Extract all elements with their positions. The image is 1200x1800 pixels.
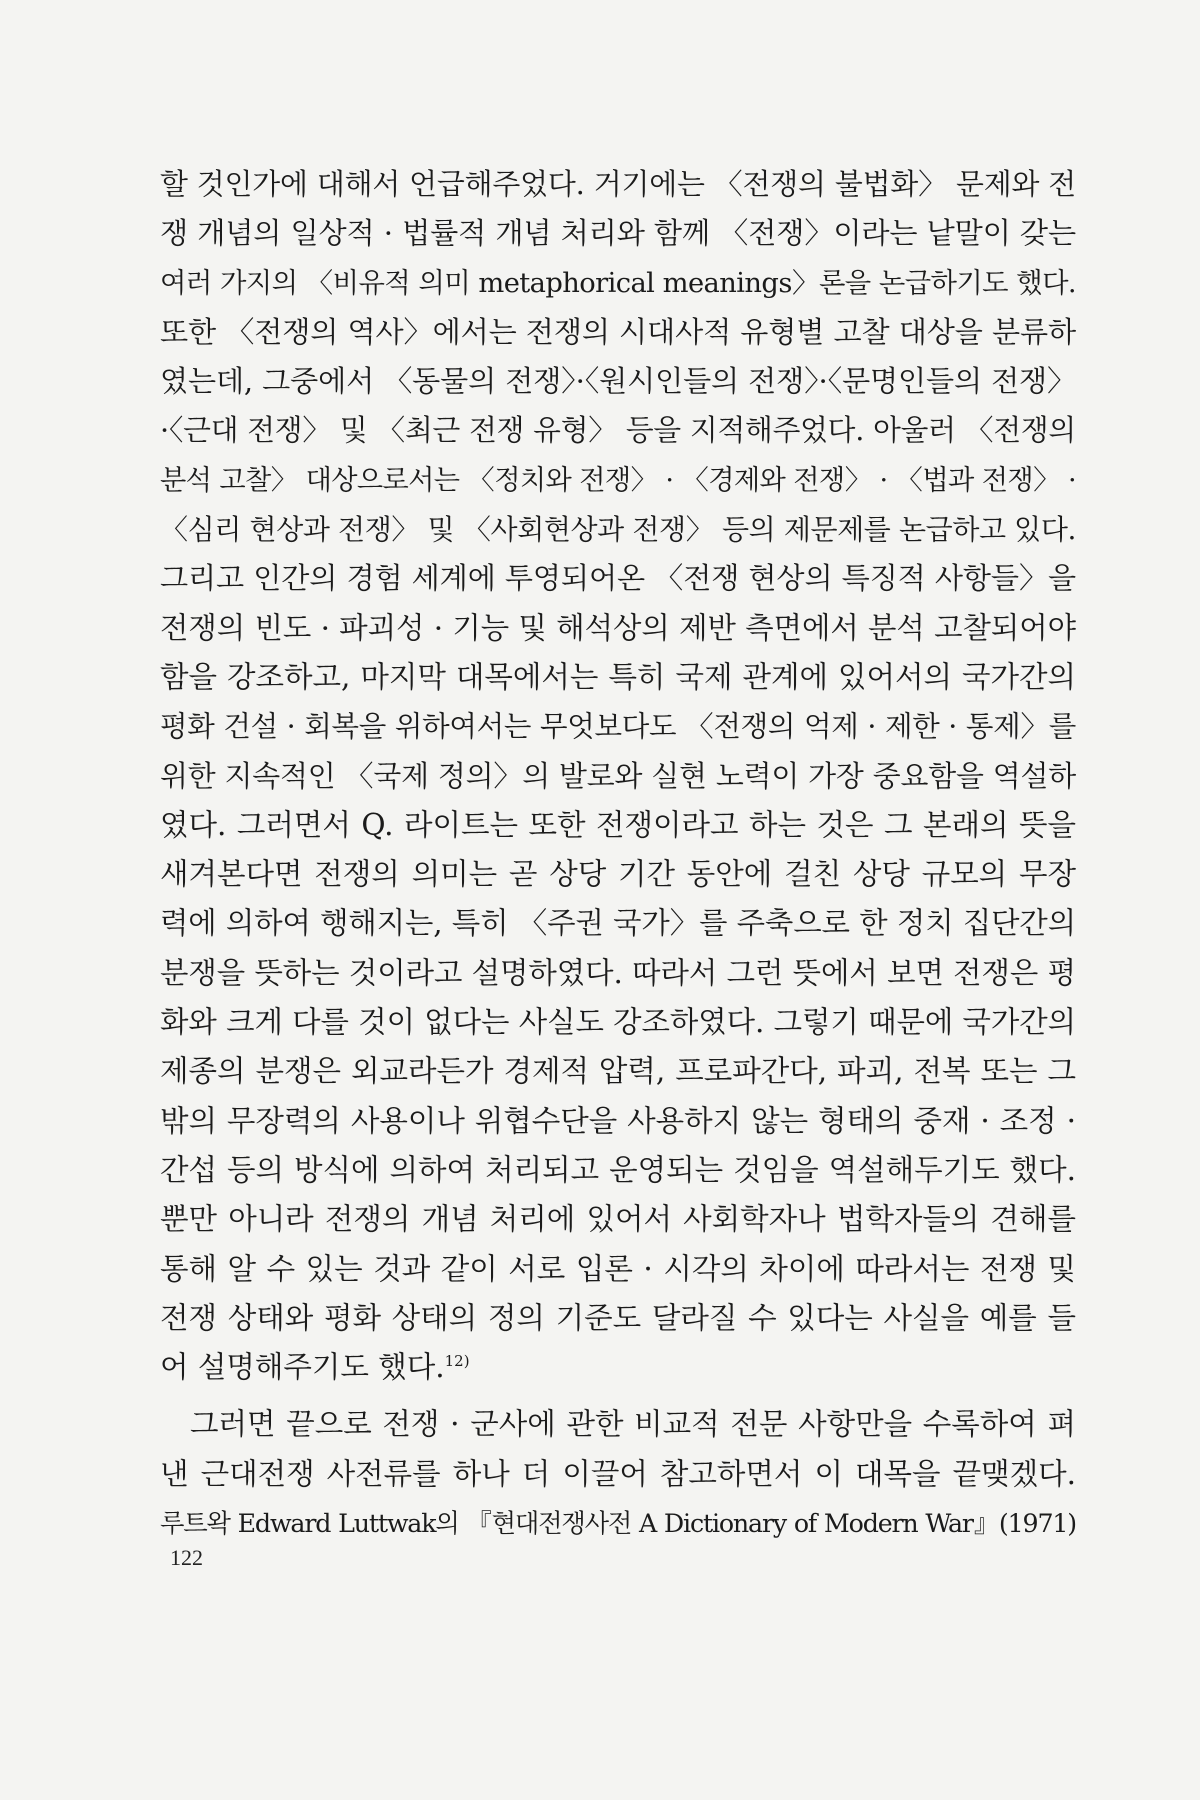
- text-line: 였는데, 그중에서 〈동물의 전쟁〉·〈원시인들의 전쟁〉·〈문명인들의 전쟁〉: [160, 364, 1076, 399]
- text-line: 밖의 무장력의 사용이나 위협수단을 사용하지 않는 형태의 중재 · 조정 ·: [160, 1103, 1076, 1138]
- text-line: 여러 가지의 〈비유적 의미 metaphorical meanings〉론을 논급하기도 했다.: [160, 267, 1076, 299]
- page-number: 122: [170, 1545, 203, 1570]
- text-line: 낸 근대전쟁 사전류를 하나 더 이끌어 참고하면서 이 대목을 끝맺겠다.: [160, 1456, 1076, 1491]
- text-line: 쟁 개념의 일상적 · 법률적 개념 처리와 함께 〈전쟁〉이라는 낱말이 갖는: [160, 216, 1076, 251]
- text-line: [160, 1343, 1076, 1392]
- text-line: 〈심리 현상과 전쟁〉 및 〈사회현상과 전쟁〉 등의 제문제를 논급하고 있다.: [160, 513, 1076, 547]
- text-line: 함을 강조하고, 마지막 대목에서는 특히 국제 관계에 있어서의 국가간의: [160, 659, 1076, 694]
- body-text: [160, 160, 1076, 1548]
- paragraph-1: [160, 160, 1076, 1392]
- text-line: 할 것인가에 대해서 언급해주었다. 거기에는 〈전쟁의 불법화〉 문제와 전: [160, 167, 1076, 201]
- text-line: 력에 의하여 행해지는, 특히 〈주권 국가〉를 주축으로 한 정치 집단간의: [160, 906, 1076, 941]
- text-line: 또한 〈전쟁의 역사〉에서는 전쟁의 시대사적 유형별 고찰 대상을 분류하: [160, 314, 1076, 349]
- text-line: 분석 고찰〉 대상으로서는 〈정치와 전쟁〉 · 〈경제와 전쟁〉 · 〈법과 전쟁〉 ·: [160, 464, 1076, 496]
- text-line: 그러면 끝으로 전쟁 · 군사에 관한 비교적 전문 사항만을 수록하여 펴: [190, 1407, 1076, 1442]
- text-line: 전쟁 상태와 평화 상태의 정의 기준도 달라질 수 있다는 사실을 예를 들: [160, 1300, 1076, 1335]
- text-line: 간섭 등의 방식에 의하여 처리되고 운영되는 것임을 역설해두기도 했다.: [160, 1152, 1076, 1187]
- text-line: 위한 지속적인 〈국제 정의〉의 발로와 실현 노력이 가장 중요함을 역설하: [160, 758, 1076, 793]
- text-line: 제종의 분쟁은 외교라든가 경제적 압력, 프로파간다, 파괴, 전복 또는 그: [160, 1054, 1076, 1089]
- text-line: 였다. 그러면서 Q. 라이트는 또한 전쟁이라고 하는 것은 그 본래의 뜻을: [160, 807, 1076, 842]
- text-line: 화와 크게 다를 것이 없다는 사실도 강조하였다. 그렇기 때문에 국가간의: [160, 1005, 1076, 1040]
- text-line: 전쟁의 빈도 · 파괴성 · 기능 및 해석상의 제반 측면에서 분석 고찰되어야: [160, 610, 1076, 645]
- text-line: 평화 건설 · 회복을 위하여서는 무엇보다도 〈전쟁의 억제 · 제한 · 통제〉를: [160, 710, 1076, 744]
- text-line: 새겨본다면 전쟁의 의미는 곧 상당 기간 동안에 걸친 상당 규모의 무장: [160, 857, 1076, 892]
- text-line: 루트왁 Edward Luttwak의 『현대전쟁사전 A Dictionary of Modern War』(1971): [160, 1509, 1076, 1539]
- text-line: 뿐만 아니라 전쟁의 개념 처리에 있어서 사회학자나 법학자들의 견해를: [160, 1202, 1076, 1237]
- text-line: 통해 알 수 있는 것과 같이 서로 입론 · 시각의 차이에 따라서는 전쟁 및: [160, 1251, 1076, 1286]
- text-line-content: 어 설명해주기도 했다.: [160, 1350, 445, 1385]
- paragraph-2: [160, 1400, 1076, 1548]
- footnote-reference[interactable]: 12): [444, 1352, 470, 1371]
- text-line: ·〈근대 전쟁〉 및 〈최근 전쟁 유형〉 등을 지적해주었다. 아울러 〈전쟁의: [160, 413, 1076, 448]
- text-line: 분쟁을 뜻하는 것이라고 설명하였다. 따라서 그런 뜻에서 보면 전쟁은 평: [160, 955, 1076, 990]
- text-line: 그리고 인간의 경험 세계에 투영되어온 〈전쟁 현상의 특징적 사항들〉을: [160, 561, 1076, 596]
